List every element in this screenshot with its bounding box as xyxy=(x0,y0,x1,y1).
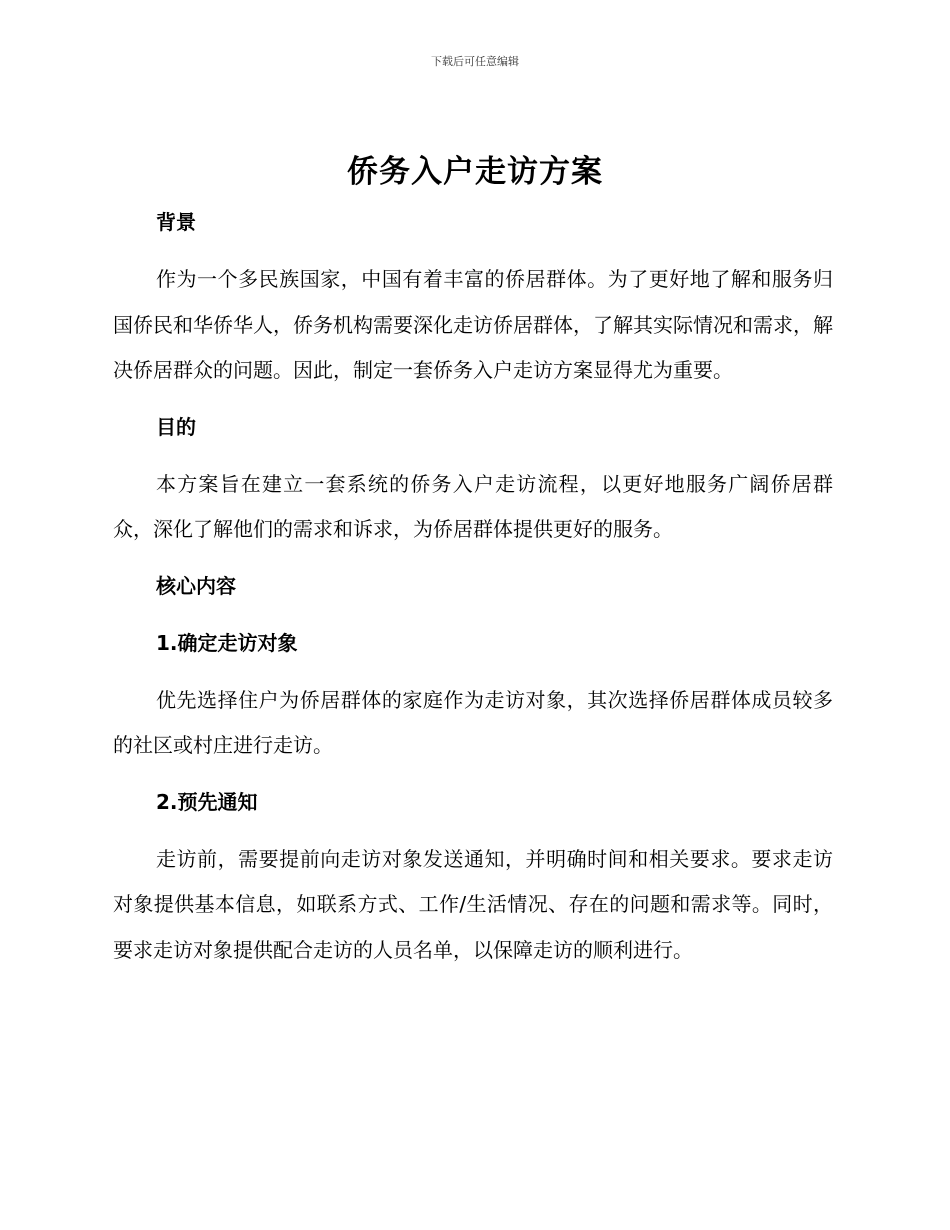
paragraph-item1: 优先选择住户为侨居群体的家庭作为走访对象，其次选择侨居群体成员较多的社区或村庄进行走访。 xyxy=(113,687,833,757)
paragraph-item2: 走访前，需要提前向走访对象发送通知，并明确时间和相关要求。要求走访对象提供基本信息，如联系方式、工作/生活情况、存在的问题和需求等。同时，要求走访对象提供配合走访的人员名单，以保障走访的顺利进行。 xyxy=(113,846,833,962)
document-body xyxy=(113,200,833,973)
section-heading-purpose: 目的 xyxy=(156,414,196,439)
document-title: 侨务入户走访方案 xyxy=(347,154,603,190)
paragraph-background: 作为一个多民族国家，中国有着丰富的侨居群体。为了更好地了解和服务归国侨民和华侨华人，侨务机构需要深化走访侨居群体，了解其实际情况和需求，解决侨居群众的问题。因此，制定一套侨务入户走访方案显得尤为重要。 xyxy=(113,267,833,382)
section-heading-core: 核心内容 xyxy=(156,573,236,598)
header-note: 下载后可任意编辑 xyxy=(431,55,519,68)
section-heading-item1: 1.确定走访对象 xyxy=(156,630,298,655)
paragraph-purpose: 本方案旨在建立一套系统的侨务入户走访流程，以更好地服务广阔侨居群众，深化了解他们的需求和诉求，为侨居群体提供更好的服务。 xyxy=(113,471,833,541)
section-heading-background: 背景 xyxy=(156,210,196,234)
section-heading-item2: 2.预先通知 xyxy=(156,789,258,814)
